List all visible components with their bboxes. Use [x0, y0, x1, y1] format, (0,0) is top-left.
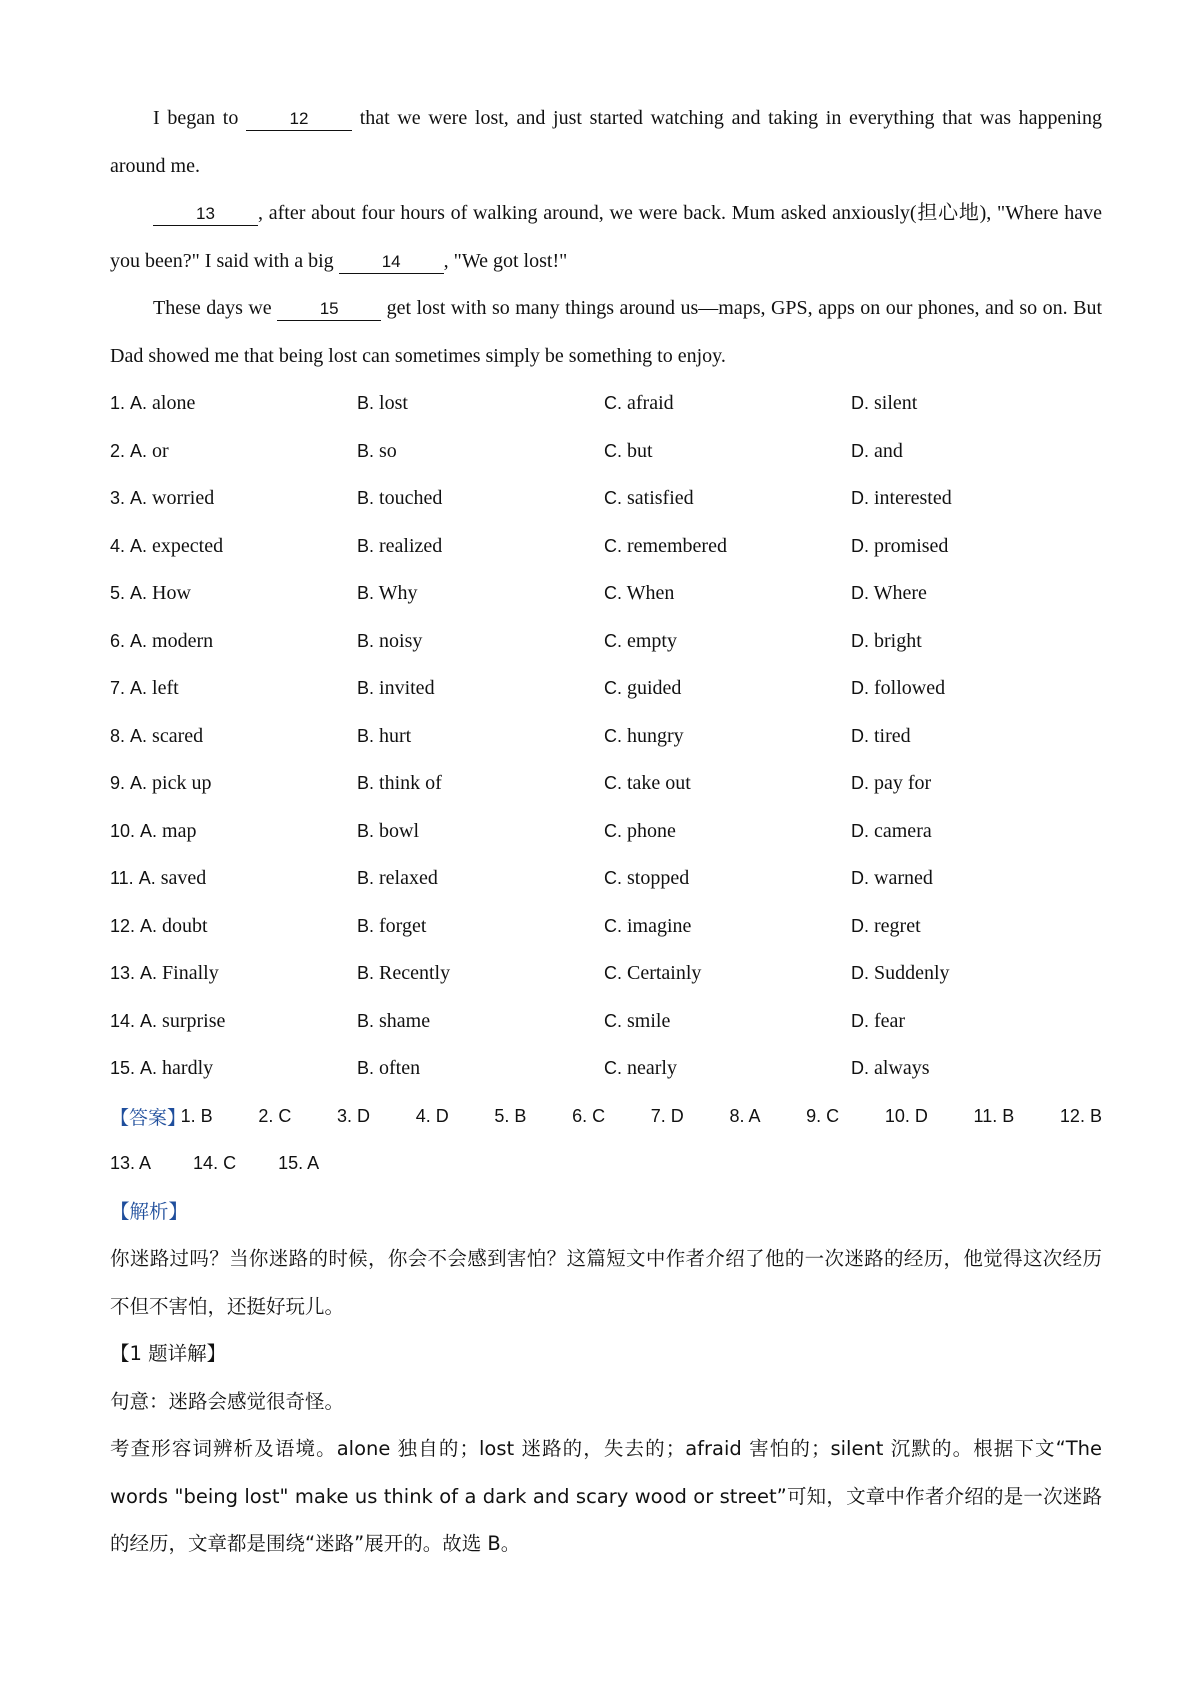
option-b [357, 1057, 604, 1080]
blank-15: 15 [277, 298, 381, 321]
option-text: remembered [627, 534, 727, 557]
option-a [110, 725, 357, 748]
option-letter: B. [357, 1058, 375, 1079]
option-text: saved [160, 867, 207, 890]
option-letter: D. [851, 1010, 869, 1031]
option-text: satisfied [627, 487, 694, 510]
options-list [110, 380, 1102, 1093]
option-c [604, 1010, 851, 1033]
option-c [604, 440, 851, 463]
option-text: and [874, 439, 903, 462]
question-number: 9. [110, 773, 126, 794]
option-text: nearly [627, 1057, 677, 1080]
option-c [604, 867, 851, 890]
option-text: but [627, 439, 653, 462]
option-text: alone [152, 392, 196, 415]
option-text: often [379, 1057, 421, 1080]
option-text: lost [379, 392, 408, 415]
option-text: promised [874, 534, 949, 557]
option-letter: B. [357, 868, 375, 889]
answer-item: 6. C [572, 1105, 606, 1126]
option-letter: B. [357, 963, 375, 984]
option-d [851, 725, 1098, 748]
option-text: pay for [874, 772, 932, 795]
option-text: left [152, 677, 179, 700]
option-letter: A. [130, 678, 148, 699]
option-text: smile [627, 1009, 671, 1032]
option-a [110, 772, 357, 795]
option-letter: D. [851, 773, 869, 794]
option-d [851, 487, 1098, 510]
option-letter: C. [604, 393, 622, 414]
option-c [604, 772, 851, 795]
question-number: 7. [110, 678, 126, 699]
detail-label: 【1 题详解】 [110, 1342, 227, 1365]
sentence-meaning: 句意：迷路会感觉很奇怪。 [110, 1389, 345, 1413]
option-b [357, 1010, 604, 1033]
answer-item: 1. B [180, 1105, 213, 1126]
question-row [110, 428, 1102, 476]
option-text: pick up [152, 772, 212, 795]
question-row [110, 618, 1102, 666]
option-text: noisy [379, 629, 423, 652]
answer-item: 7. D [650, 1105, 684, 1126]
option-d [851, 772, 1098, 795]
question-number: 5. [110, 583, 126, 604]
question-row [110, 760, 1102, 808]
option-b [357, 630, 604, 653]
option-letter: C. [604, 725, 622, 746]
option-d [851, 440, 1098, 463]
option-text: tired [874, 724, 911, 747]
option-b [357, 725, 604, 748]
answer-item: 5. B [494, 1105, 527, 1126]
option-text: relaxed [379, 867, 438, 890]
option-d [851, 535, 1098, 558]
option-letter: B. [357, 915, 375, 936]
passage-paragraph-2 [110, 190, 1102, 285]
option-text: take out [627, 772, 691, 795]
option-letter: A. [130, 725, 148, 746]
option-letter: D. [851, 820, 869, 841]
option-a [110, 582, 357, 605]
option-text: scared [152, 724, 204, 747]
question-number: 4. [110, 535, 126, 556]
option-text: hungry [627, 724, 684, 747]
option-letter: B. [357, 440, 375, 461]
option-b [357, 962, 604, 985]
option-letter: A. [130, 773, 148, 794]
option-text: Finally [162, 962, 219, 985]
question-row [110, 855, 1102, 903]
option-d [851, 1010, 1098, 1033]
answer-item: 12. B [1059, 1105, 1102, 1126]
passage-text: get lost with so many things around us—maps, GPS, apps on our phones, and so on. But Dad showed me that being lost can sometimes simply be something to enjoy. [110, 297, 1103, 367]
option-letter: A. [130, 535, 148, 556]
option-b [357, 867, 604, 890]
option-letter: D. [851, 630, 869, 651]
option-c [604, 820, 851, 843]
option-letter: A. [140, 915, 158, 936]
option-d [851, 677, 1098, 700]
option-letter: B. [357, 820, 375, 841]
answer-label: 【答案】 [110, 1106, 187, 1129]
option-a [110, 535, 357, 558]
option-b [357, 535, 604, 558]
option-b [357, 772, 604, 795]
option-text: Recently [379, 962, 451, 985]
option-letter: B. [357, 678, 375, 699]
option-letter: C. [604, 678, 622, 699]
question-number: 15. [110, 1058, 136, 1079]
question-number: 14. [110, 1010, 136, 1031]
option-text: silent [874, 392, 918, 415]
option-text: worried [152, 487, 215, 510]
answer-item: 3. D [337, 1105, 371, 1126]
question-number: 1. [110, 393, 126, 414]
option-text: warned [874, 867, 933, 890]
answer-item: 13. A [110, 1153, 152, 1174]
option-text: regret [874, 914, 921, 937]
answer-item: 11. B [973, 1105, 1015, 1126]
option-text: How [152, 582, 191, 605]
option-letter: D. [851, 915, 869, 936]
option-c [604, 915, 851, 938]
option-text: bright [874, 629, 922, 652]
option-text: modern [152, 629, 214, 652]
option-text: map [162, 819, 197, 842]
option-letter: B. [357, 488, 375, 509]
answer-row-1 [110, 1093, 1102, 1141]
option-text: imagine [627, 914, 692, 937]
passage-text: These days we [153, 297, 278, 319]
question-number: 3. [110, 488, 126, 509]
blank-14: 14 [339, 251, 444, 274]
option-text: guided [627, 677, 682, 700]
option-letter: D. [851, 535, 869, 556]
option-text: surprise [162, 1009, 226, 1032]
answer-item: 8. A [729, 1105, 761, 1126]
option-letter: A. [130, 440, 148, 461]
option-c [604, 677, 851, 700]
question-number: 10. [110, 820, 136, 841]
option-a [110, 392, 357, 415]
option-letter: B. [357, 535, 375, 556]
option-letter: A. [140, 963, 158, 984]
analysis-label: 【解析】 [110, 1199, 189, 1223]
answers-line-2 [110, 1153, 319, 1174]
option-text: doubt [162, 914, 208, 937]
option-letter: D. [851, 488, 869, 509]
option-b [357, 677, 604, 700]
option-text: Why [378, 582, 418, 605]
question-number: 11. [110, 868, 134, 889]
option-text: shame [379, 1009, 431, 1032]
option-d [851, 820, 1098, 843]
option-c [604, 630, 851, 653]
option-text: Where [873, 582, 927, 605]
option-b [357, 915, 604, 938]
option-letter: C. [604, 535, 622, 556]
option-letter: C. [604, 915, 622, 936]
option-text: bowl [379, 819, 420, 842]
answer-item: 4. D [415, 1105, 449, 1126]
option-letter: A. [140, 1058, 158, 1079]
question-row [110, 475, 1102, 523]
option-text: expected [152, 534, 224, 557]
blank-13: 13 [153, 203, 258, 226]
option-text: hurt [379, 724, 412, 747]
option-text: or [152, 439, 169, 462]
question-row [110, 523, 1102, 571]
option-text: touched [379, 487, 443, 510]
passage-text: that we were lost, and just started watching and taking in everything that was happening around me. [110, 107, 1102, 177]
option-letter: A. [130, 630, 148, 651]
answer-item: 14. C [193, 1153, 237, 1174]
option-letter: C. [604, 1010, 622, 1031]
option-c [604, 392, 851, 415]
question-row [110, 713, 1102, 761]
option-text: phone [627, 819, 676, 842]
option-text: Certainly [627, 962, 702, 985]
option-letter: B. [357, 773, 375, 794]
option-a [110, 915, 357, 938]
option-d [851, 392, 1098, 415]
answer-item: 9. C [806, 1105, 840, 1126]
option-a [110, 1057, 357, 1080]
option-a [110, 487, 357, 510]
option-letter: C. [604, 488, 622, 509]
passage-text: , after about four hours of walking around, we were back. Mum asked anxiously(担心地), "Where have you been?" I said with a big [110, 202, 1102, 272]
option-letter: A. [140, 1010, 158, 1031]
detail-text: 考查形容词辨析及语境。alone 独自的；lost 迷路的，失去的；afraid 害怕的；silent 沉默的。根据下文“The words "being lost" make us think of a dark and scary wood or street”可知，文章中作者介绍的是一次迷路的经历，文章都是围绕“迷路”展开的。故选 B。 [110, 1437, 1102, 1555]
question-number: 12. [110, 915, 136, 936]
option-c [604, 1057, 851, 1080]
option-a [110, 630, 357, 653]
option-letter: C. [604, 630, 622, 651]
option-text: afraid [627, 392, 674, 415]
option-d [851, 1057, 1098, 1080]
option-text: stopped [627, 867, 690, 890]
option-a [110, 820, 357, 843]
option-letter: C. [604, 868, 622, 889]
option-text: hardly [162, 1057, 214, 1080]
option-text: fear [874, 1009, 906, 1032]
answer-row-2 [110, 1140, 1102, 1188]
option-a [110, 440, 357, 463]
option-text: always [874, 1057, 930, 1080]
option-letter: B. [357, 1010, 375, 1031]
question-number: 13. [110, 963, 136, 984]
option-c [604, 582, 851, 605]
option-text: think of [379, 772, 442, 795]
option-text: When [626, 582, 675, 605]
option-letter: B. [357, 583, 375, 604]
option-letter: D. [851, 963, 869, 984]
question-number: 6. [110, 630, 126, 651]
option-text: empty [627, 629, 677, 652]
option-b [357, 582, 604, 605]
blank-12: 12 [246, 108, 352, 131]
option-c [604, 725, 851, 748]
option-a [110, 867, 357, 890]
option-text: Suddenly [874, 962, 950, 985]
option-letter: A. [140, 820, 158, 841]
question-row [110, 950, 1102, 998]
question-row [110, 1045, 1102, 1093]
passage-paragraph-1 [110, 95, 1102, 190]
option-b [357, 487, 604, 510]
option-a [110, 1010, 357, 1033]
option-text: followed [874, 677, 946, 700]
option-text: camera [874, 819, 932, 842]
option-letter: D. [851, 725, 869, 746]
option-letter: A. [130, 583, 148, 604]
option-a [110, 677, 357, 700]
question-row [110, 998, 1102, 1046]
passage-text: , "We got lost!" [443, 249, 568, 272]
option-text: realized [379, 534, 443, 557]
option-d [851, 630, 1098, 653]
option-letter: D. [851, 440, 869, 461]
option-letter: D. [851, 678, 869, 699]
answer-item: 15. A [278, 1153, 320, 1174]
option-text: forget [379, 914, 427, 937]
option-b [357, 392, 604, 415]
option-letter: D. [851, 583, 869, 604]
option-letter: C. [604, 440, 622, 461]
question-number: 2. [110, 440, 126, 461]
option-letter: A. [130, 488, 148, 509]
option-d [851, 962, 1098, 985]
option-letter: C. [604, 1058, 622, 1079]
passage-text: I began to [153, 107, 247, 129]
option-text: so [379, 439, 397, 462]
option-text: invited [379, 677, 435, 700]
option-letter: D. [851, 393, 869, 414]
option-c [604, 962, 851, 985]
option-c [604, 487, 851, 510]
option-letter: C. [604, 963, 622, 984]
option-a [110, 962, 357, 985]
option-d [851, 915, 1098, 938]
question-row [110, 380, 1102, 428]
question-row [110, 665, 1102, 713]
option-b [357, 440, 604, 463]
option-letter: B. [357, 630, 375, 651]
question-number: 8. [110, 725, 126, 746]
option-c [604, 535, 851, 558]
option-d [851, 582, 1098, 605]
option-letter: B. [357, 393, 375, 414]
option-letter: C. [604, 773, 622, 794]
passage-paragraph-3 [110, 285, 1102, 380]
option-letter: A. [138, 868, 156, 889]
option-letter: C. [604, 583, 622, 604]
option-letter: C. [604, 820, 622, 841]
analysis-text: 你迷路过吗？当你迷路的时候，你会不会感到害怕？这篇短文中作者介绍了他的一次迷路的经历，他觉得这次经历不但不害怕，还挺好玩儿。 [110, 1247, 1102, 1318]
answers-line-1 [181, 1106, 1102, 1127]
answer-item: 10. D [884, 1105, 928, 1126]
option-letter: B. [357, 725, 375, 746]
option-text: interested [874, 487, 952, 510]
option-letter: D. [851, 1058, 869, 1079]
question-row [110, 903, 1102, 951]
option-letter: D. [851, 868, 869, 889]
option-d [851, 867, 1098, 890]
question-row [110, 808, 1102, 856]
question-row [110, 570, 1102, 618]
option-b [357, 820, 604, 843]
option-letter: A. [130, 393, 148, 414]
answer-item: 2. C [258, 1105, 292, 1126]
